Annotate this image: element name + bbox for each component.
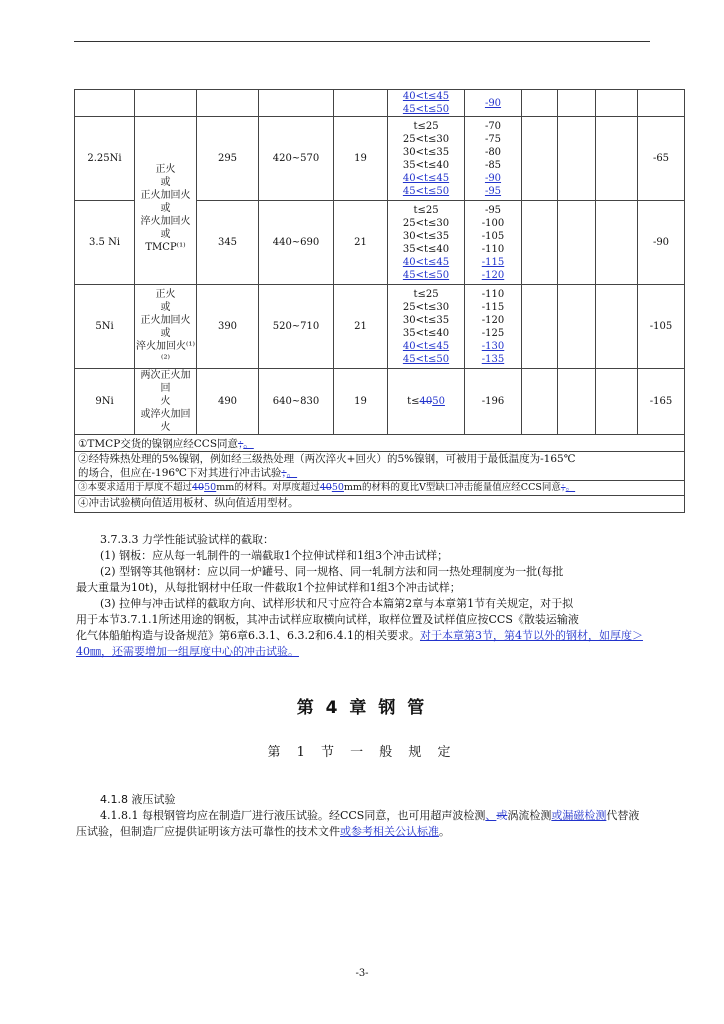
empty-cell [558,201,596,285]
rel-cell: 490 [197,369,259,435]
note-3: ③本要求适用于厚度不超过4050mm的材料。对厚度超过4050mm的材料的夏比V型缺口冲击能量值应经CCS同意；。 [75,480,684,495]
empty-cell [558,117,596,201]
tensile-cell: 640~830 [259,369,334,435]
item-1: (1) 钢板：应从每一轧制件的一端截取1个拉伸试样和1组3个冲击试样； [100,549,449,562]
tensile-cell: 520~710 [259,285,334,369]
treatment-cell [135,90,197,117]
impact-temp-cell: -196 [465,369,522,435]
section-title: 第 1 节 一 般 规 定 [267,745,457,760]
subsection-title: 4.1.8 液压试验 [100,793,176,806]
note-2b: 的场合，但应在-196℃下对其进行冲击试验；。 [78,467,298,479]
table-row [75,117,685,201]
page-number: -3- [355,968,369,979]
min-temp-cell: -105 [638,285,685,369]
impact-temp-cell: -90 [465,90,522,117]
elong-cell: 19 [334,117,388,201]
sampling-section [76,532,650,660]
rel-cell: 345 [197,201,259,285]
grade-cell: 9Ni [75,369,135,435]
empty-cell [522,369,558,435]
table-notes [75,435,685,513]
impact-temp-cell: -110 -115 -120 -125 -130 -135 [465,285,522,369]
min-temp-cell: -65 [638,117,685,201]
empty-cell [596,201,638,285]
rel-cell: 390 [197,285,259,369]
inserted-text: 对于本章第3节，第4节以外的钢材，如厚度＞40㎜，还需要增加一组厚度中心的冲击试验。 [76,629,643,658]
tensile-cell [259,90,334,117]
treatment-cell: 正火 或 正火加回火或 淬火加回火或 TMCP⁽¹⁾ [135,117,197,285]
treatment-cell: 正火 或 正火加回火或 淬火加回火⁽¹⁾⁽²⁾ [135,285,197,369]
empty-cell [596,90,638,117]
nickel-steel-table [74,89,685,513]
thickness-cell: t≤25 25<t≤30 30<t≤35 35<t≤40 40<t≤45 45<t≤50 [388,117,465,201]
empty-cell [558,285,596,369]
item-3a: (3) 拉伸与冲击试样的截取方向、试样形状和尺寸应符合本篇第2章与本章第1节有关规定，对于拟 [100,597,574,610]
elong-cell: 19 [334,369,388,435]
item-2b: 最大重量为10t)，从每批钢材中任取一件截取1个拉伸试样和1组3个冲击试样； [76,581,461,594]
item-3b: 用于本节3.7.1.1所述用途的钢板，其冲击试样应取横向试样，取样位置及试样值应按CCS《散装运输液 [76,613,579,626]
chapter-title: 第 4 章 钢 管 [296,698,428,718]
empty-cell [596,285,638,369]
empty-cell [596,117,638,201]
table-row [75,369,685,435]
grade-cell: 5Ni [75,285,135,369]
grade-cell: 3.5 Ni [75,201,135,285]
rel-cell: 295 [197,117,259,201]
thickness-cell: t≤4050 [388,369,465,435]
empty-cell [522,285,558,369]
tensile-cell: 420~570 [259,117,334,201]
note-4: ④冲击试验横向值适用板材、纵向值适用型材。 [75,495,684,510]
thickness-cell: t≤25 25<t≤30 30<t≤35 35<t≤40 40<t≤45 45<t≤50 [388,201,465,285]
grade-cell: 2.25Ni [75,117,135,201]
rel-cell [197,90,259,117]
tensile-cell: 440~690 [259,201,334,285]
note-1: ①TMCP交货的镍钢应经CCS同意；。 [78,438,254,450]
item-2a: (2) 型钢等其他钢材：应以同一炉罐号、同一规格、同一轧制方法和同一热处理制度为一批(每批 [100,565,564,578]
thickness-cell: 40<t≤45 45<t≤50 [388,90,465,117]
thickness-cell: t≤25 25<t≤30 30<t≤35 35<t≤40 40<t≤45 45<t≤50 [388,285,465,369]
table-row [75,90,685,117]
min-temp-cell: -165 [638,369,685,435]
empty-cell [558,90,596,117]
empty-cell [522,117,558,201]
clause-3-7-3-3: 3.7.3.3 力学性能试验试样的截取： [100,533,274,546]
note-2: ②经特殊热处理的5%镍钢，例如经三级热处理（两次淬火+回火）的5%镍钢，可被用于最低温度为-165℃ [75,451,684,466]
item-3c: 化气体船舶构造与设备规范》第6章6.3.1、6.3.2和6.4.1的相关要求。对于本章第3节，第4节以外的钢材，如厚度＞40㎜，还需要增加一组厚度中心的冲击试验。 [76,629,643,658]
elong-cell [334,90,388,117]
min-temp-cell: -90 [638,201,685,285]
empty-cell [522,201,558,285]
empty-cell [558,369,596,435]
hydraulic-test-paragraph: 4.1.8.1 每根钢管均应在制造厂进行液压试验。经CCS同意，也可用超声波检测、或涡流检测或漏磁检测代替液压试验，但制造厂应提供证明该方法可靠性的技术文件或参考相关公认标准。 [76,809,640,838]
grade-cell [75,90,135,117]
impact-temp-cell: -95 -100 -105 -110 -115 -120 [465,201,522,285]
table-row [75,285,685,369]
elong-cell: 21 [334,285,388,369]
header-rule [74,41,650,42]
empty-cell [522,90,558,117]
min-temp-cell [638,90,685,117]
treatment-cell: 两次正火加回 火 或淬火加回火 [135,369,197,435]
empty-cell [596,369,638,435]
impact-temp-cell: -70 -75 -80 -85 -90 -95 [465,117,522,201]
elong-cell: 21 [334,201,388,285]
